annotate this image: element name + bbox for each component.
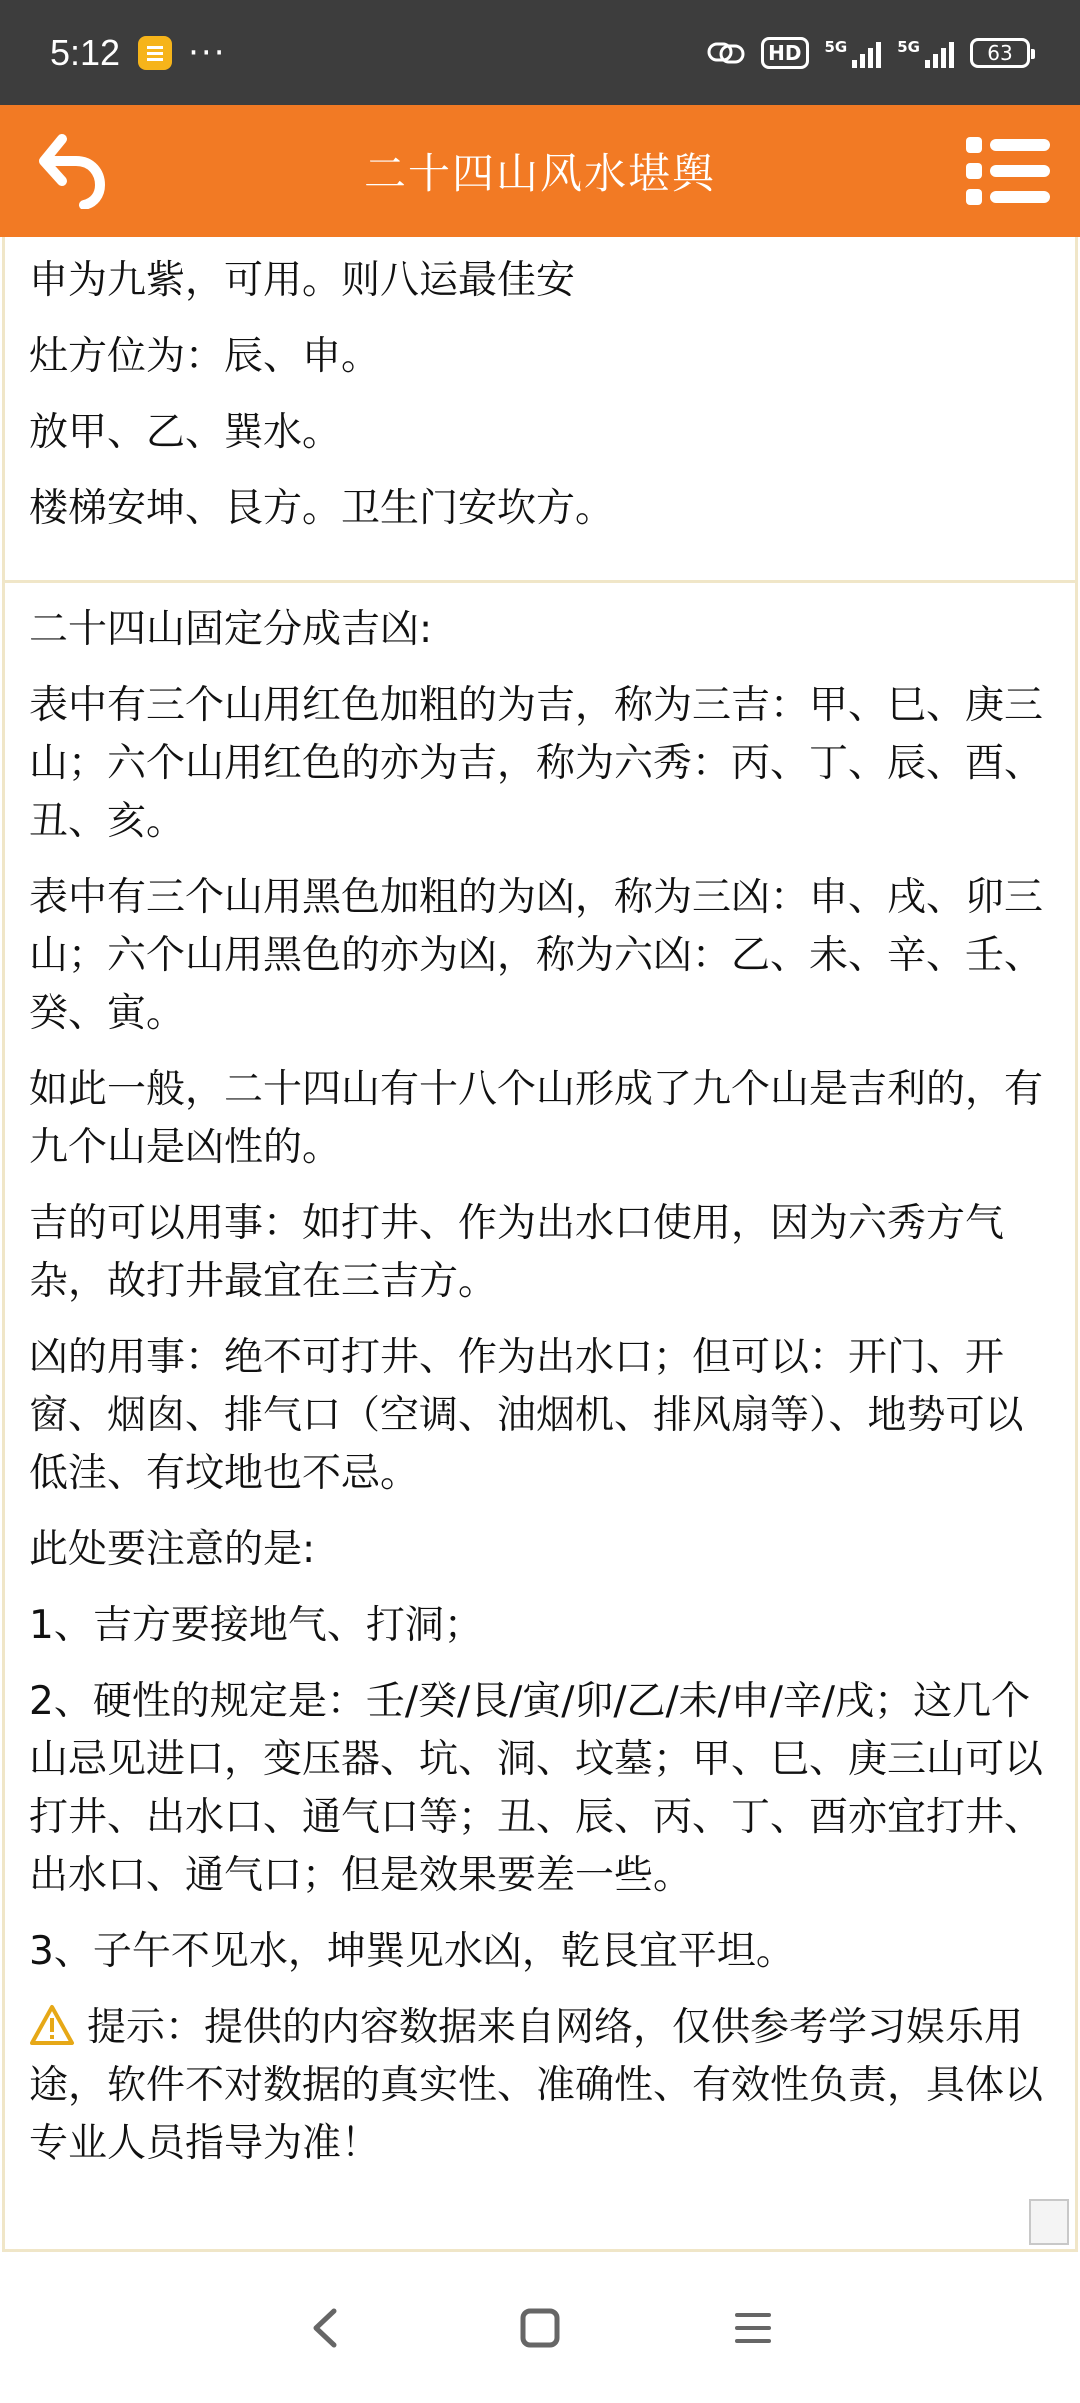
more-notifications-icon: ··· xyxy=(188,32,227,73)
signal-icon xyxy=(825,38,882,68)
page-title: 二十四山风水堪舆 xyxy=(363,149,716,198)
notification-app-icon xyxy=(138,36,172,70)
disclaimer xyxy=(29,1999,1051,2173)
paragraph: 申为九紫，可用。则八运最佳安 xyxy=(29,258,576,303)
link-icon xyxy=(707,38,745,68)
hd-voice-icon: HD xyxy=(761,37,808,69)
paragraph: 灶方位为：辰、申。 xyxy=(29,334,381,379)
paragraph: 如此一般，二十四山有十八个山形成了九个山是吉利的，有九个山是凶性的。 xyxy=(29,1067,1044,1170)
app-bar xyxy=(0,105,1080,237)
nav-home-icon[interactable] xyxy=(505,2293,575,2363)
paragraph: 二十四山固定分成吉凶: xyxy=(29,607,433,652)
paragraph: 放甲、乙、巽水。 xyxy=(29,410,342,455)
paragraph: 2、硬性的规定是：壬/癸/艮/寅/卯/乙/未/申/辛/戌；这几个山忌见进口，变压器、坑、洞、坟墓；甲、巳、庚三山可以打井、出水口、通气口等；丑、辰、丙、丁、酉亦宜打井、出水口、通气口；但是效果要差一些。 xyxy=(29,1679,1044,1898)
broken-image-icon xyxy=(1029,2199,1069,2245)
system-nav-bar xyxy=(0,2252,1080,2403)
warning-icon xyxy=(29,2004,75,2046)
paragraph: 1、吉方要接地气、打洞； xyxy=(29,1603,483,1648)
status-time: 5:12 xyxy=(50,31,121,73)
disclaimer-text: 提示：提供的内容数据来自网络，仅供参考学习娱乐用途，软件不对数据的真实性、准确性、有效性负责，具体以专业人员指导为准！ xyxy=(29,2005,1044,2166)
paragraph: 表中有三个山用黑色加粗的为凶，称为三凶：申、戌、卯三山；六个山用黑色的亦为凶，称为六凶：乙、未、辛、壬、癸、寅。 xyxy=(29,875,1044,1036)
content-scroll-area[interactable] xyxy=(0,237,1080,2252)
list-menu-icon[interactable] xyxy=(966,135,1050,207)
content-card-top xyxy=(2,237,1078,591)
paragraph: 3、子午不见水，坤巽见水凶，乾艮宜平坦。 xyxy=(29,1929,795,1974)
status-bar xyxy=(0,0,1080,105)
nav-recents-icon[interactable] xyxy=(718,2293,788,2363)
content-card-main xyxy=(2,580,1078,2252)
paragraph: 楼梯安坤、艮方。卫生门安坎方。 xyxy=(29,486,615,531)
signal-label: 5G xyxy=(824,37,848,56)
paragraph: 凶的用事：绝不可打井、作为出水口；但可以：开门、开窗、烟囱、排气口（空调、油烟机、排风扇等）、地势可以低洼、有坟地也不忌。 xyxy=(29,1335,1024,1496)
signal-icon-2 xyxy=(897,38,954,68)
back-arrow-icon[interactable] xyxy=(38,133,108,209)
paragraph: 吉的可以用事：如打井、作为出水口使用，因为六秀方气杂，故打井最宜在三吉方。 xyxy=(29,1201,1005,1304)
paragraph: 表中有三个山用红色加粗的为吉，称为三吉：甲、巳、庚三山；六个山用红色的亦为吉，称为六秀：丙、丁、辰、酉、丑、亥。 xyxy=(29,683,1044,844)
nav-back-icon[interactable] xyxy=(292,2293,362,2363)
battery-icon: 63 xyxy=(970,38,1030,68)
status-icons xyxy=(707,37,1030,69)
signal-label-2: 5G xyxy=(897,37,920,56)
paragraph: 此处要注意的是: xyxy=(29,1527,316,1572)
